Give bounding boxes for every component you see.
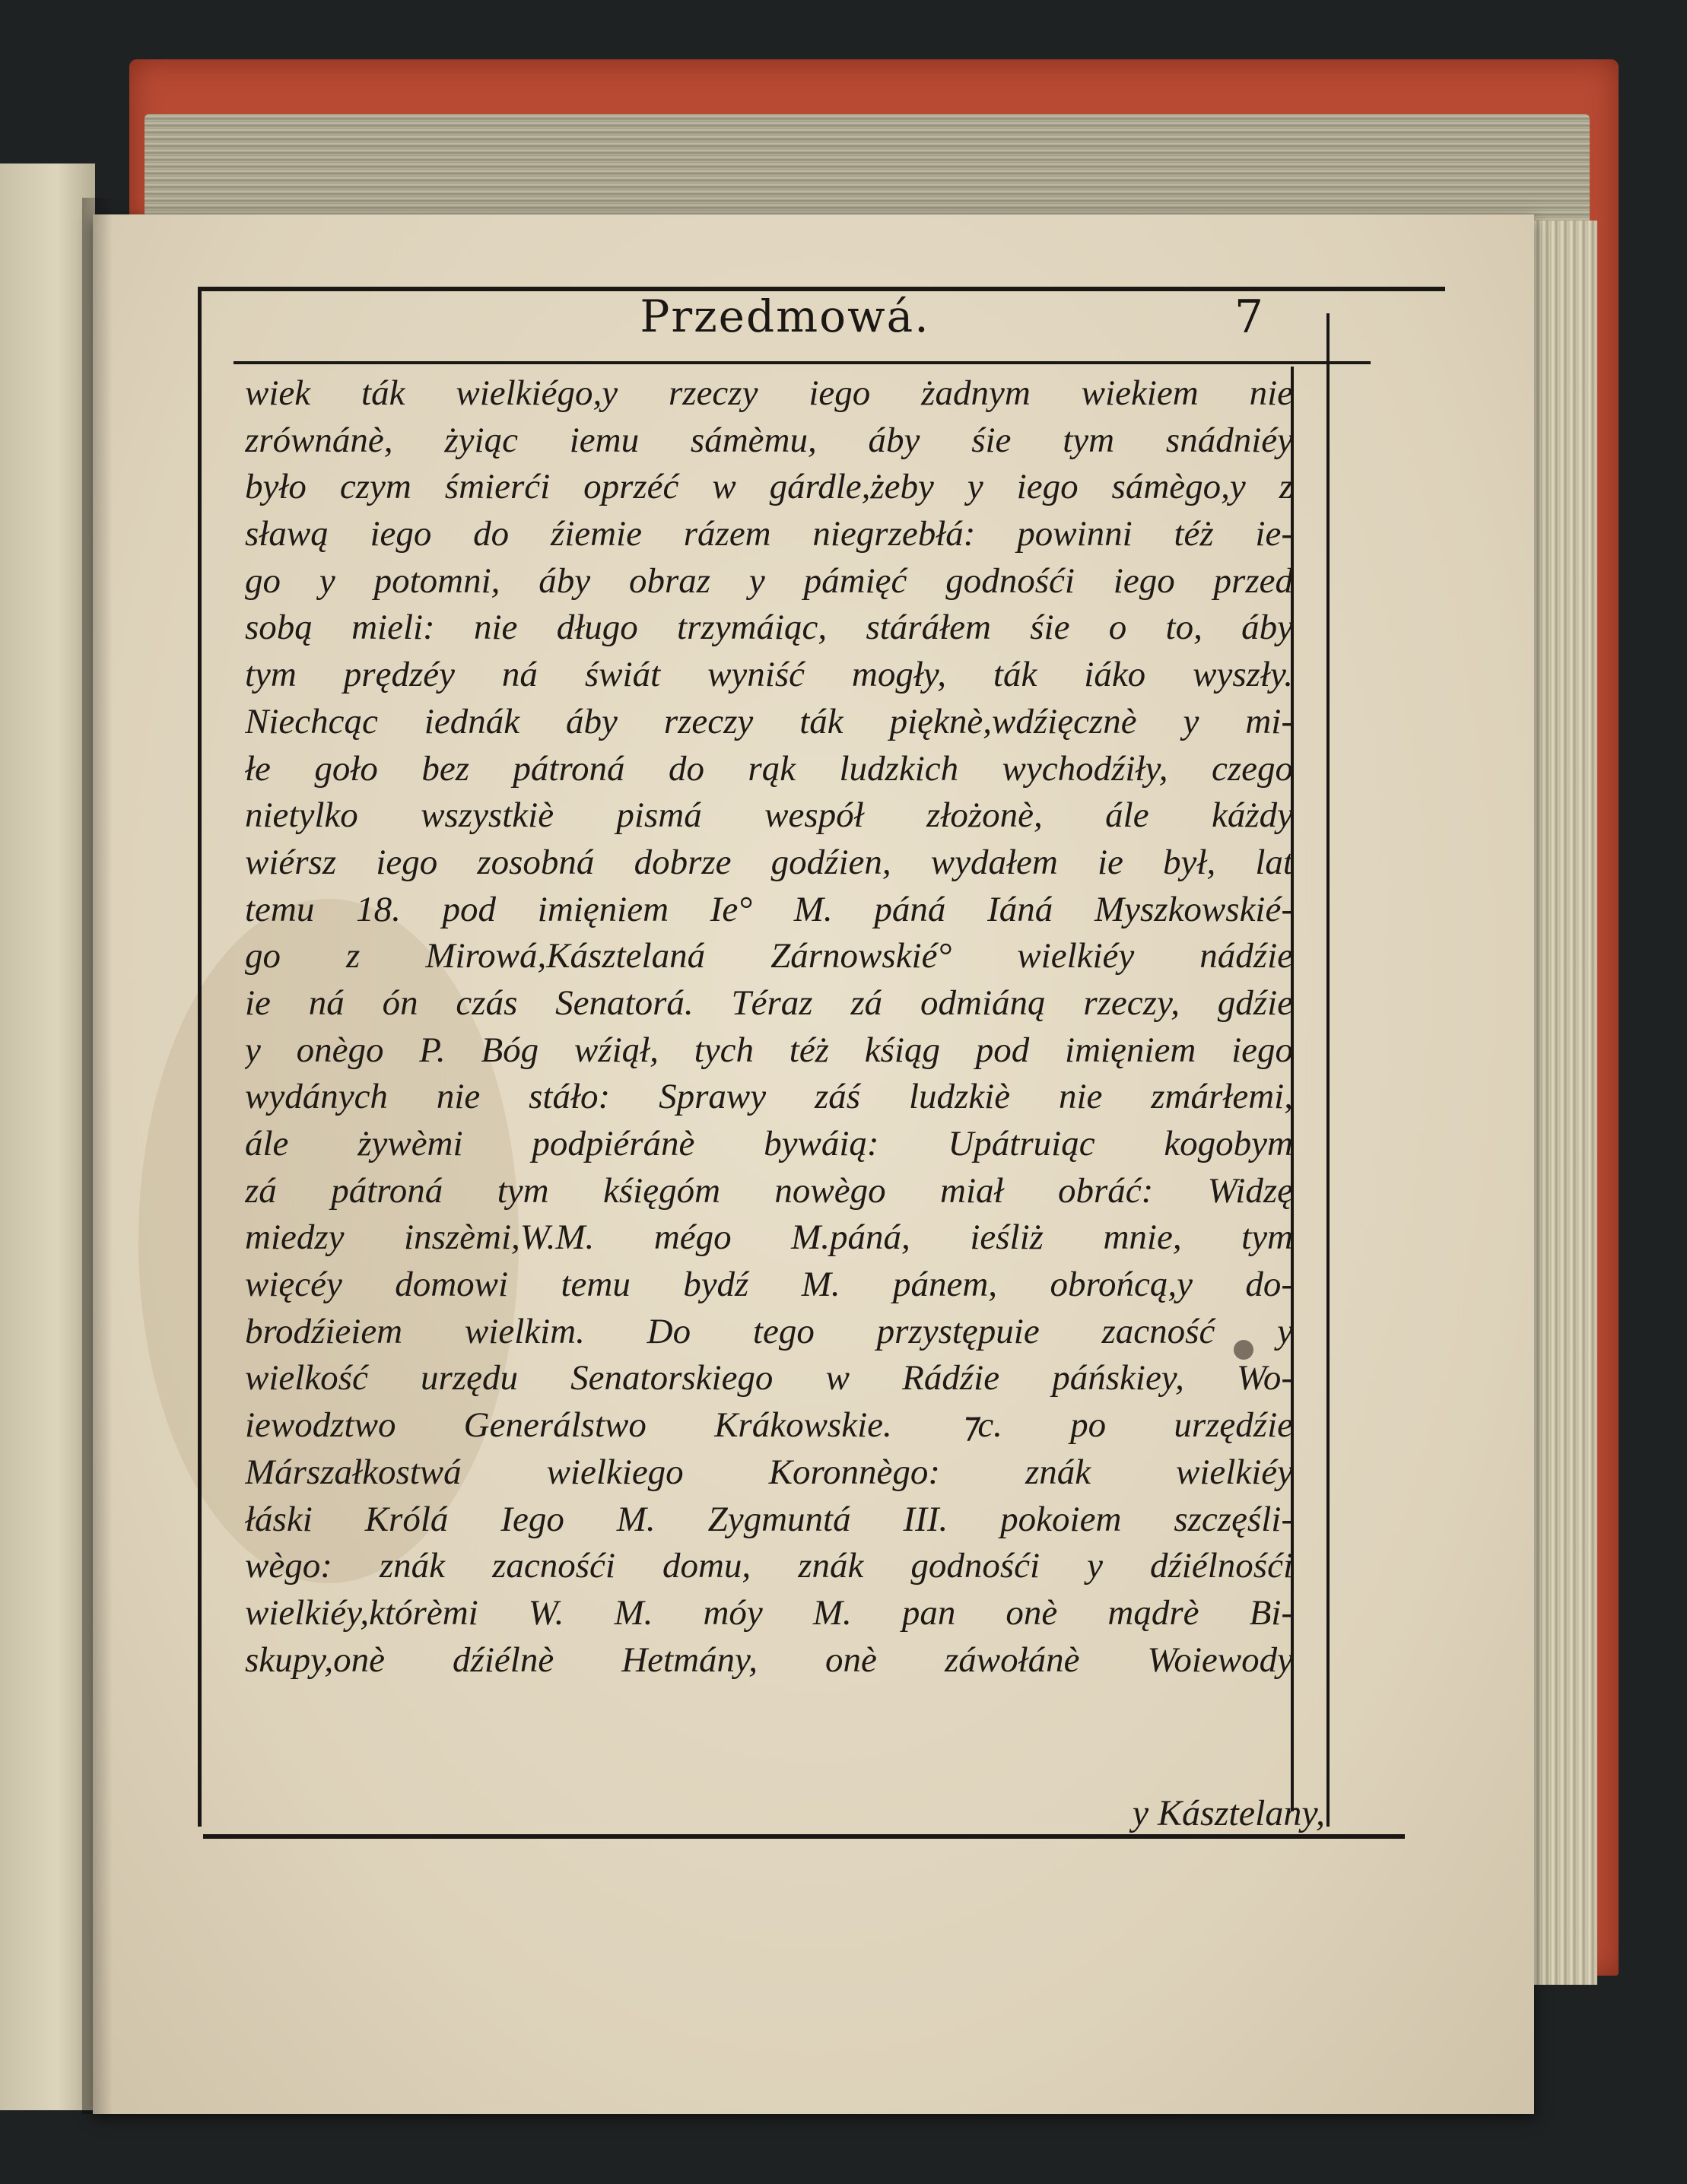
- text-line: sławą iego do źiemie rázem niegrzebłá: powinni téż ie-: [245, 514, 1293, 554]
- text-line: go y potomni, áby obraz y pámięć godnośći iego przed: [245, 560, 1293, 601]
- text-line: wielkość urzędu Senatorskiego w Rádźie páńskiey, Wo-: [245, 1358, 1293, 1398]
- text-line: wègo: znák zacnośći domu, znák godnośći y dźiélnośći: [245, 1546, 1293, 1586]
- text-line: nietylko wszystkiè pismá wespół złożonè, ále káżdy: [245, 795, 1293, 836]
- page-number: 7: [1234, 290, 1264, 344]
- text-line: go z Mirowá,Kásztelaná Zárnowskié° wielkiéy nádźie: [245, 936, 1293, 976]
- text-line: zrównánè, żyiąc iemu sámèmu, áby śie tym snádniéy: [245, 420, 1293, 460]
- spine-shadow: [82, 198, 113, 2114]
- text-line: łáski Królá Iego M. Zygmuntá III. pokoiem szczęśli-: [245, 1499, 1293, 1539]
- text-line: wiek ták wielkiégo,y rzeczy iego żadnym wiekiem nie: [245, 373, 1293, 413]
- text-line: ie ná ón czás Senatorá. Téraz zá odmiáną rzeczy, gdźie: [245, 982, 1293, 1023]
- text-line: ále żywèmi podpiéránè bywáią: Upátruiąc kogobym: [245, 1124, 1293, 1163]
- text-line: wydánych nie stáło: Sprawy záś ludzkiè nie zmárłemi,: [245, 1077, 1293, 1117]
- text-line: wiérsz iego zosobná dobrze godźien, wydałem ie był, lat: [245, 842, 1293, 882]
- text-line: y onègo P. Bóg wźiął, tych téż kśiąg pod imięniem iego: [245, 1030, 1293, 1070]
- frame-right-rule: [1326, 313, 1330, 1827]
- text-line: było czym śmierći oprzéć w gárdle,żeby y iego sámègo,y z: [245, 467, 1293, 507]
- page-edges-top: [145, 114, 1590, 228]
- text-line: Niechcąc iednák áby rzeczy ták pięknè,wdźięcznè y mi-: [245, 701, 1293, 741]
- text-line: iewodztwo Generálstwo Krákowskie. ⁊c. po urzędźie: [245, 1405, 1293, 1446]
- text-line: zá pátroná tym kśięgóm nowègo miał obráć: Widzę: [245, 1170, 1293, 1211]
- frame-left-rule: [198, 287, 202, 1827]
- body-text: [245, 370, 1293, 1684]
- text-line: Márszałkostwá wielkiego Koronnègo: znák wielkiéy: [245, 1452, 1293, 1492]
- text-line: temu 18. pod imięniem Ie° M. páná Iáná Myszkowskié-: [245, 889, 1293, 929]
- headline-rule: [234, 361, 1371, 364]
- frame-bottom-rule: [203, 1834, 1405, 1839]
- facing-page: [0, 163, 95, 2110]
- catchword: y Kásztelany,: [1132, 1793, 1325, 1833]
- text-line: wielkiéy,którèmi W. M. móy M. pan onè mądrè Bi-: [245, 1592, 1293, 1633]
- running-head: Przedmowá.: [640, 290, 930, 342]
- text-line: łe goło bez pátroná do rąk ludzkich wychodźiły, czego: [245, 748, 1293, 789]
- text-line: sobą mieli: nie długo trzymáiąc, stáráłem śie o to, áby: [245, 608, 1293, 648]
- text-line: tym prędzéy ná świát wyniść mogły, ták iáko wyszły.: [245, 655, 1293, 695]
- text-line: brodźieiem wielkim. Do tego przystępuie zacność y: [245, 1311, 1293, 1351]
- text-line: więcéy domowi temu bydź M. pánem, obrońcą,y do-: [245, 1265, 1293, 1305]
- book-page: [93, 214, 1534, 2114]
- text-line: miedzy inszèmi,W.M. mégo M.páná, ieśliż mnie, tym: [245, 1217, 1293, 1258]
- text-line: skupy,onè dźiélnè Hetmány, onè záwołánè Woiewody: [245, 1640, 1293, 1680]
